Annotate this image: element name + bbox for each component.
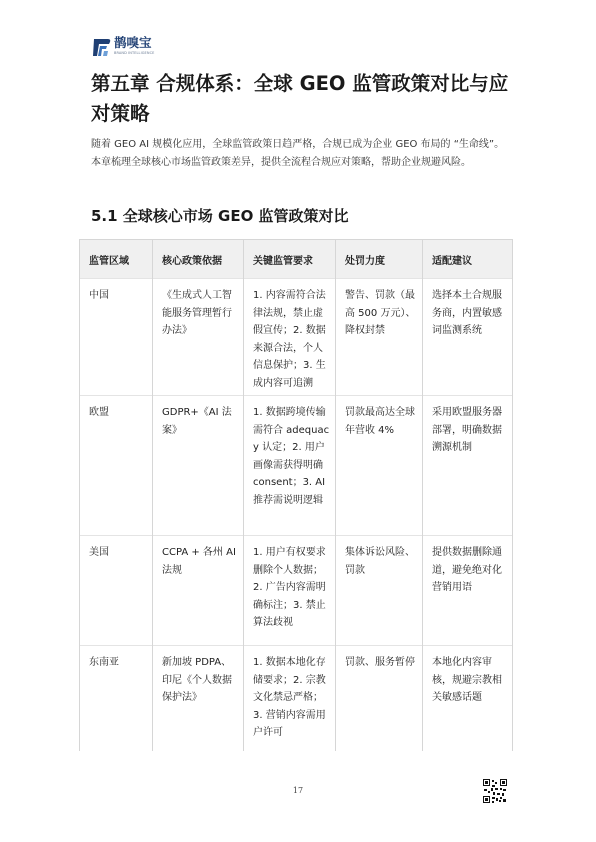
brand-logo-subtext: BRAND INTELLIGENCE <box>114 51 155 55</box>
table-cell: 1. 数据本地化存储要求；2. 宗教文化禁忌严格；3. 营销内容需用户许可 <box>244 646 336 752</box>
table-cell: 《生成式人工智能服务管理暂行办法》 <box>153 279 244 396</box>
section-title: 5.1 全球核心市场 GEO 监管政策对比 <box>91 207 349 225</box>
table-cell: 提供数据删除通道，避免绝对化营销用语 <box>423 536 513 646</box>
page-number: 17 <box>292 786 304 795</box>
table-cell: 罚款、服务暂停 <box>336 646 423 752</box>
table-cell: 集体诉讼风险、罚款 <box>336 536 423 646</box>
policy-comparison-table <box>79 239 513 751</box>
column-header-region: 监管区域 <box>80 240 153 279</box>
table-cell: 新加坡 PDPA、印尼《个人数据保护法》 <box>153 646 244 752</box>
chapter-intro: 随着 GEO AI 规模化应用，全球监管政策日趋严格，合规已成为企业 GEO 布局的 “生命线”。本章梳理全球核心市场监管政策差异，提供全流程合规应对策略，帮助企业规避风险。 <box>91 139 505 168</box>
table-cell: 欧盟 <box>80 396 153 536</box>
chapter-title: 第五章 合规体系：全球 GEO 监管政策对比与应对策略 <box>91 72 509 125</box>
column-header-advice: 适配建议 <box>423 240 513 279</box>
table-cell: 采用欧盟服务器部署，明确数据溯源机制 <box>423 396 513 536</box>
brand-logo-text: 鹊嗅宝 <box>114 35 152 50</box>
table-cell: 1. 数据跨境传输需符合 adequacy 认定；2. 用户画像需获得明确 consent；3. AI 推荐需说明逻辑 <box>244 396 336 536</box>
table-cell: 东南亚 <box>80 646 153 752</box>
table-cell: GDPR+《AI 法案》 <box>153 396 244 536</box>
table-cell: CCPA + 各州 AI 法规 <box>153 536 244 646</box>
table-cell: 选择本土合规服务商，内置敏感词监测系统 <box>423 279 513 396</box>
column-header-policy: 核心政策依据 <box>153 240 244 279</box>
table-row <box>80 396 513 536</box>
brand-logo <box>92 35 155 59</box>
table-cell: 中国 <box>80 279 153 396</box>
table-cell: 1. 用户有权要求删除个人数据；2. 广告内容需明确标注；3. 禁止算法歧视 <box>244 536 336 646</box>
table-cell: 罚款最高达全球年营收 4% <box>336 396 423 536</box>
column-header-requirements: 关键监管要求 <box>244 240 336 279</box>
table-row <box>80 536 513 646</box>
table-header-row <box>80 240 513 279</box>
table-cell: 警告、罚款（最高 500 万元）、降权封禁 <box>336 279 423 396</box>
table-cell: 美国 <box>80 536 153 646</box>
table-cell: 本地化内容审核，规避宗教相关敏感话题 <box>423 646 513 752</box>
column-header-penalty: 处罚力度 <box>336 240 423 279</box>
table-cell: 1. 内容需符合法律法规，禁止虚假宣传；2. 数据来源合法，个人信息保护；3. 生成内容可追溯 <box>244 279 336 396</box>
table-row <box>80 279 513 396</box>
table-row <box>80 646 513 752</box>
qr-code-icon <box>483 779 507 803</box>
brand-logo-icon <box>92 36 112 58</box>
